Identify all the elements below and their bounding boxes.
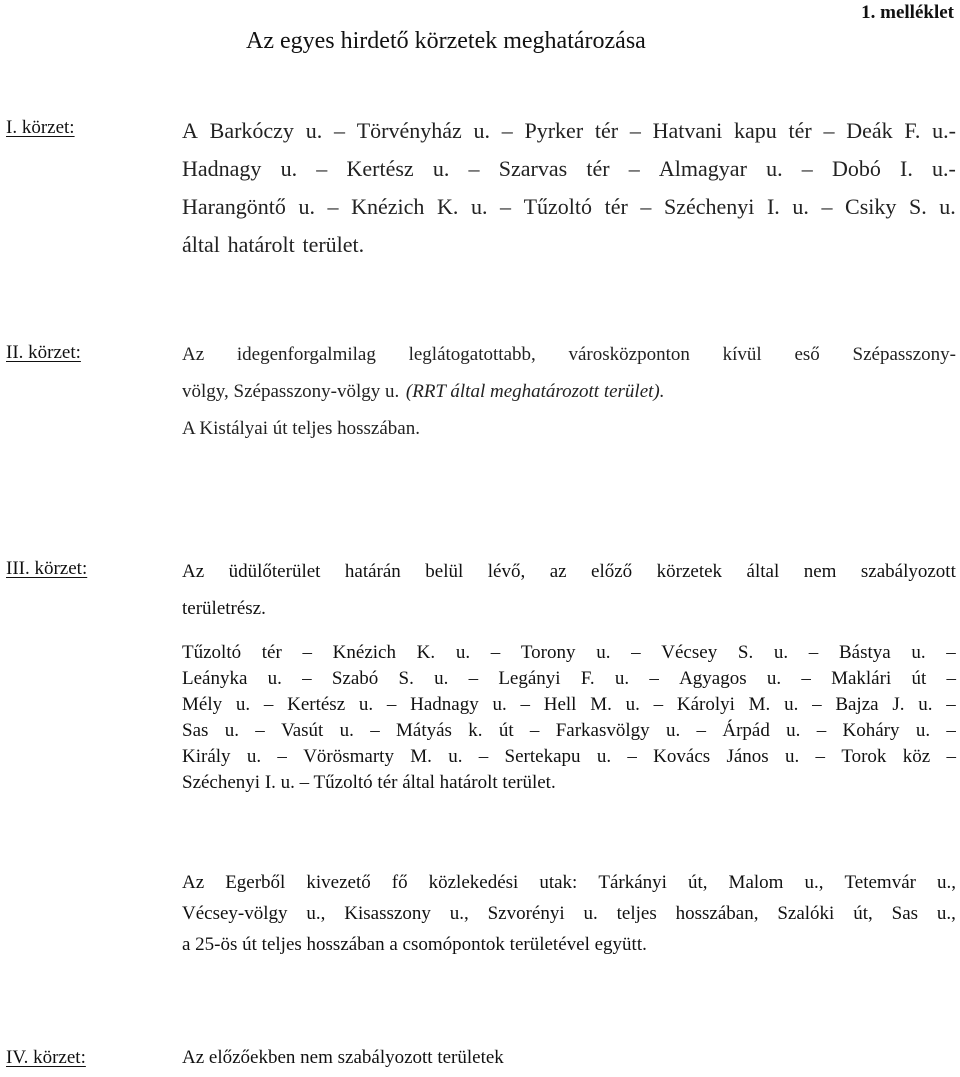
zone-1-line: A Barkóczy u. – Törvényház u. – Pyrker tér – Hatvani kapu tér – Deák F. u.- <box>182 118 956 143</box>
zone-3-street-line: Mély u. – Kertész u. – Hadnagy u. – Hell M. u. – Károlyi M. u. – Bajza J. u. – <box>182 694 956 715</box>
zone-2-line <box>182 373 956 410</box>
zone-2-line-text: A Kistályai út teljes hosszában. <box>182 418 420 439</box>
zone-3-street-line: Tűzoltó tér – Knézich K. u. – Torony u. – Vécsey S. u. – Bástya u. – <box>182 642 956 663</box>
zone-4-description <box>182 1047 956 1069</box>
zone-2-line <box>182 410 956 447</box>
page-title: Az egyes hirdető körzetek meghatározása <box>246 28 646 54</box>
zone-3-street-line: Sas u. – Vasút u. – Mátyás k. út – Farkasvölgy u. – Árpád u. – Koháry u. – <box>182 720 956 741</box>
zone-3-street-line: Király u. – Vörösmarty M. u. – Sertekapu u. – Kovács János u. – Torok köz – <box>182 746 956 767</box>
zone-2-line-plain: völgy, Szépasszony-völgy u. <box>182 381 400 402</box>
zone-3-label: III. körzet: <box>6 558 88 579</box>
zone-2-line: Az idegenforgalmilag leglátogatottabb, városközponton kívül eső Szépasszony- <box>182 344 956 365</box>
zone-3-main-roads <box>182 867 956 960</box>
zone-3-road-line: Az Egerből kivezető fő közlekedési utak: Tárkányi út, Malom u., Tetemvár u., <box>182 872 956 893</box>
zone-3-road-line: Vécsey-völgy u., Kisasszony u., Szvorényi u. teljes hosszában, Szalóki út, Sas u., <box>182 903 956 924</box>
zone-3-line-text: területrész. <box>182 598 266 619</box>
zone-1-label: I. körzet: <box>6 117 75 138</box>
zone-1-line: által határolt terület. <box>182 232 365 257</box>
zone-3-description <box>182 553 956 627</box>
zone-3-streets <box>182 640 956 796</box>
zone-1-description <box>182 112 956 264</box>
zone-3-street-line: Leányka u. – Szabó S. u. – Legányi F. u. – Agyagos u. – Maklári út – <box>182 668 956 689</box>
zone-3-road-line <box>182 929 956 960</box>
zone-3-road-text: a 25-ös út teljes hosszában a csomópontok területével együtt. <box>182 934 647 955</box>
zone-3-line <box>182 590 956 627</box>
annex-label: 1. melléklet <box>861 2 954 23</box>
zone-3-street-text: Széchenyi I. u. – Tűzoltó tér által határolt terület. <box>182 772 556 793</box>
zone-2-description <box>182 336 956 447</box>
zone-3-street-line <box>182 770 956 796</box>
zone-1-line: Harangöntő u. – Knézich K. u. – Tűzoltó tér – Széchenyi I. u. – Csiky S. u. <box>182 194 956 219</box>
zone-1-line: Hadnagy u. – Kertész u. – Szarvas tér – Almagyar u. – Dobó I. u.- <box>182 156 956 181</box>
zone-2-label: II. körzet: <box>6 342 81 363</box>
zone-4-text: Az előzőekben nem szabályozott területek <box>182 1047 504 1068</box>
zone-4-label: IV. körzet: <box>6 1047 86 1068</box>
zone-2-line-italic: (RRT által meghatározott terület). <box>405 381 665 402</box>
zone-3-line: Az üdülőterület határán belül lévő, az előző körzetek által nem szabályozott <box>182 561 956 582</box>
